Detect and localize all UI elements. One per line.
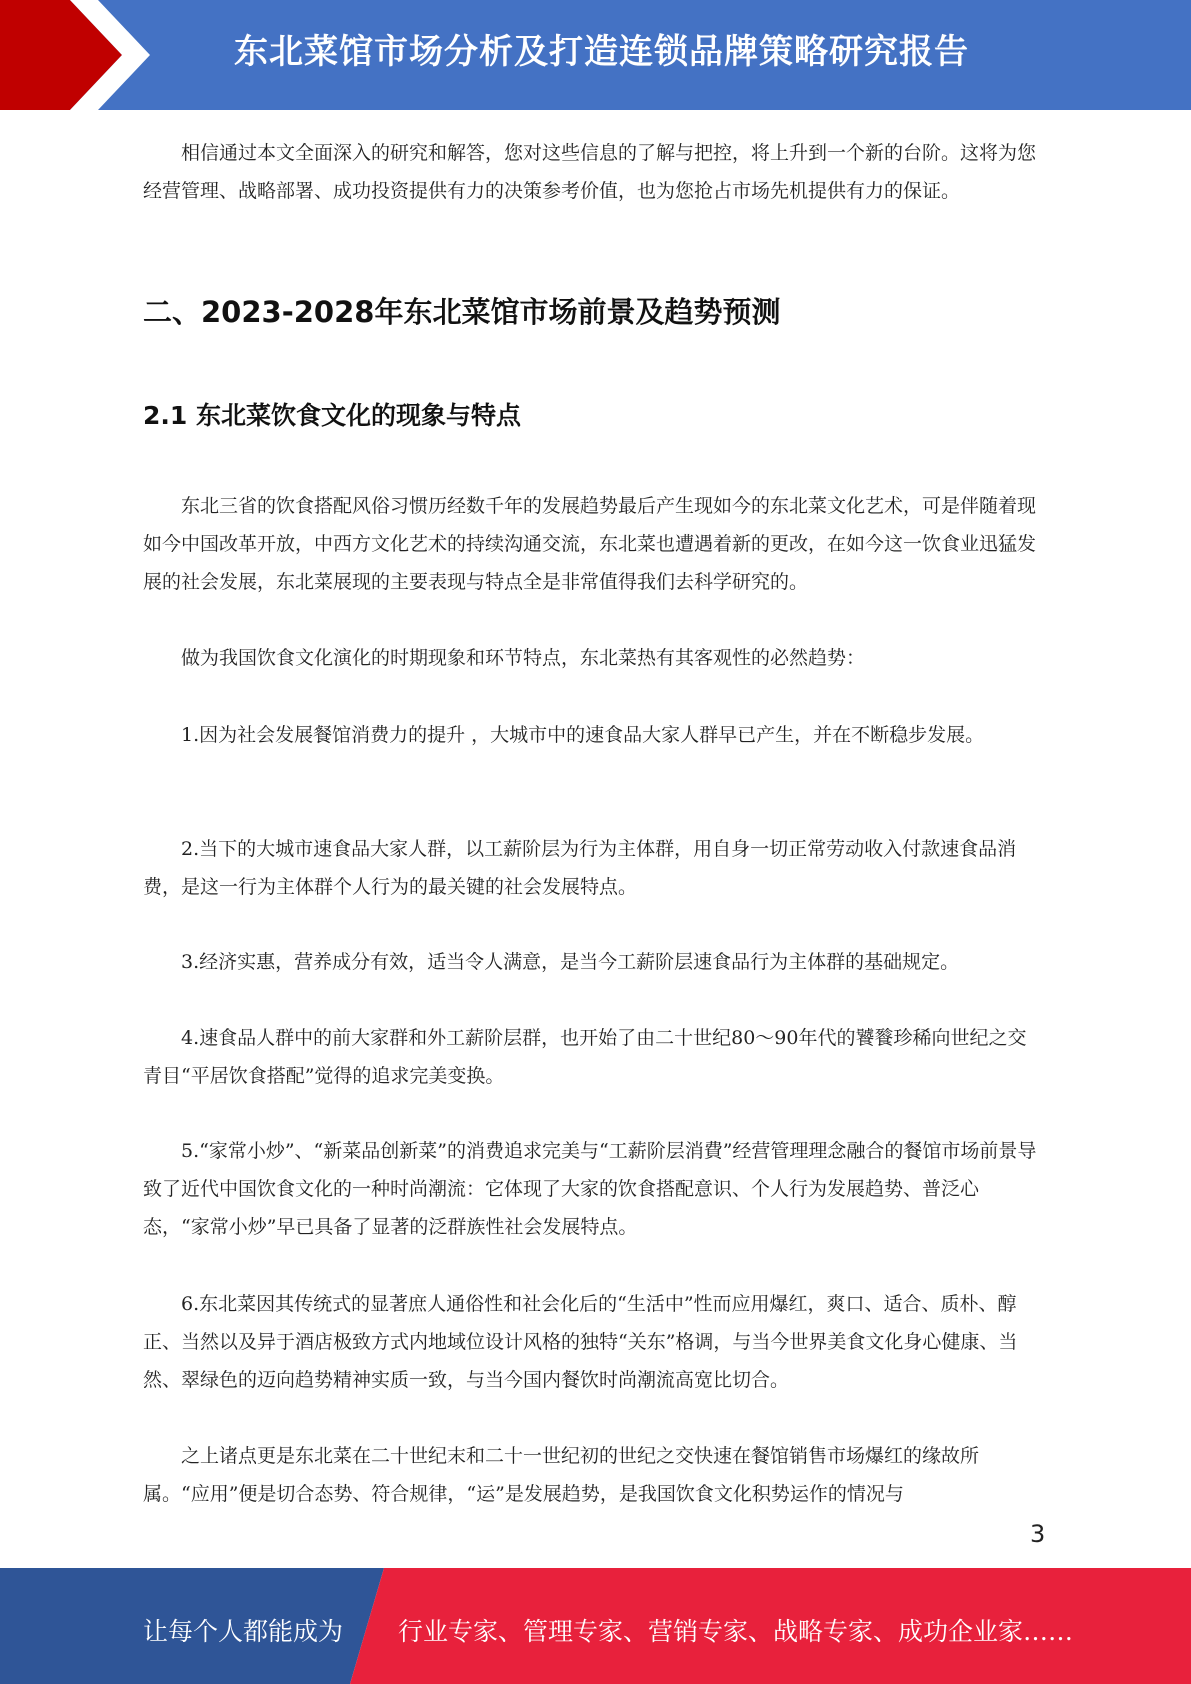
header-arrow-decoration — [0, 0, 160, 110]
report-title: 东北菜馆市场分析及打造连锁品牌策略研究报告 — [234, 32, 969, 72]
list-item: 6.东北菜因其传统式的显著庶人通俗性和社会化后的“生活中”性而应用爆红，爽口、适合、质朴、醇正、当然以及异于酒店极致方式内地域位设计风格的独特“关东”格调，与当今世界美食文化身心健康、当然、翠绿色的迈向趋势精神实质一致，与当今国内餐饮时尚潮流高宽比切合。 — [143, 1293, 1018, 1391]
header-banner — [0, 0, 1191, 110]
footer-slogan-left: 让每个人都能成为 — [143, 1617, 344, 1646]
subsection-heading: 2.1 东北菜饮食文化的现象与特点 — [143, 401, 521, 430]
body-paragraph: 做为我国饮食文化演化的时期现象和环节特点，东北菜热有其客观性的必然趋势： — [181, 647, 866, 669]
intro-paragraph: 相信通过本文全面深入的研究和解答，您对这些信息的了解与把控，将上升到一个新的台阶。这将为您经营管理、战略部署、成功投资提供有力的决策参考价值，也为您抢占市场先机提供有力的保证。 — [143, 142, 1037, 202]
list-item: 5.“家常小炒”、“新菜品创新菜”的消费追求完美与“工薪阶层消費”经营管理理念融合的餐馆市场前景导致了近代中国饮食文化的一种时尚潮流：它体现了大家的饮食搭配意识、个人行为发展趋势、普泛心态，“家常小炒”早已具备了显著的泛群族性社会发展特点。 — [143, 1140, 1037, 1238]
list-item: 4.速食品人群中的前大家群和外工薪阶层群，也开始了由二十世纪80～90年代的饕餮珍稀向世纪之交青目“平居饮食搭配”觉得的追求完美变换。 — [143, 1027, 1027, 1087]
footer-slogan-right: 行业专家、管理专家、营销专家、战略专家、成功企业家…… — [398, 1617, 1074, 1646]
page-number: 3 — [1030, 1520, 1046, 1548]
list-item: 3.经济实惠，营养成分有效，适当令人满意，是当今工薪阶层速食品行为主体群的基础规定。 — [181, 951, 960, 973]
body-paragraph: 东北三省的饮食搭配风俗习惯历经数千年的发展趋势最后产生现如今的东北菜文化艺术，可是伴随着现如今中国改革开放，中西方文化艺术的持续沟通交流，东北菜也遭遇着新的更改，在如今这一饮食业迅猛发展的社会发展，东北菜展现的主要表现与特点全是非常值得我们去科学研究的。 — [143, 495, 1037, 593]
footer-banner — [0, 1568, 1191, 1684]
list-item: 2.当下的大城市速食品大家人群，以工薪阶层为行为主体群，用自身一切正常劳动收入付款速食品消费，是这一行为主体群个人行为的最关键的社会发展特点。 — [143, 838, 1017, 898]
body-paragraph: 之上诸点更是东北菜在二十世纪末和二十一世纪初的世纪之交快速在餐馆销售市场爆红的缘故所属。“应用”便是切合态势、符合规律，“运”是发展趋势，是我国饮食文化积势运作的情况与 — [143, 1445, 980, 1505]
list-item: 1.因为社会发展餐馆消费力的提升 ，大城市中的速食品大家人群早已产生，并在不断稳步发展。 — [181, 724, 985, 746]
section-heading: 二、2023-2028年东北菜馆市场前景及趋势预测 — [143, 295, 781, 329]
